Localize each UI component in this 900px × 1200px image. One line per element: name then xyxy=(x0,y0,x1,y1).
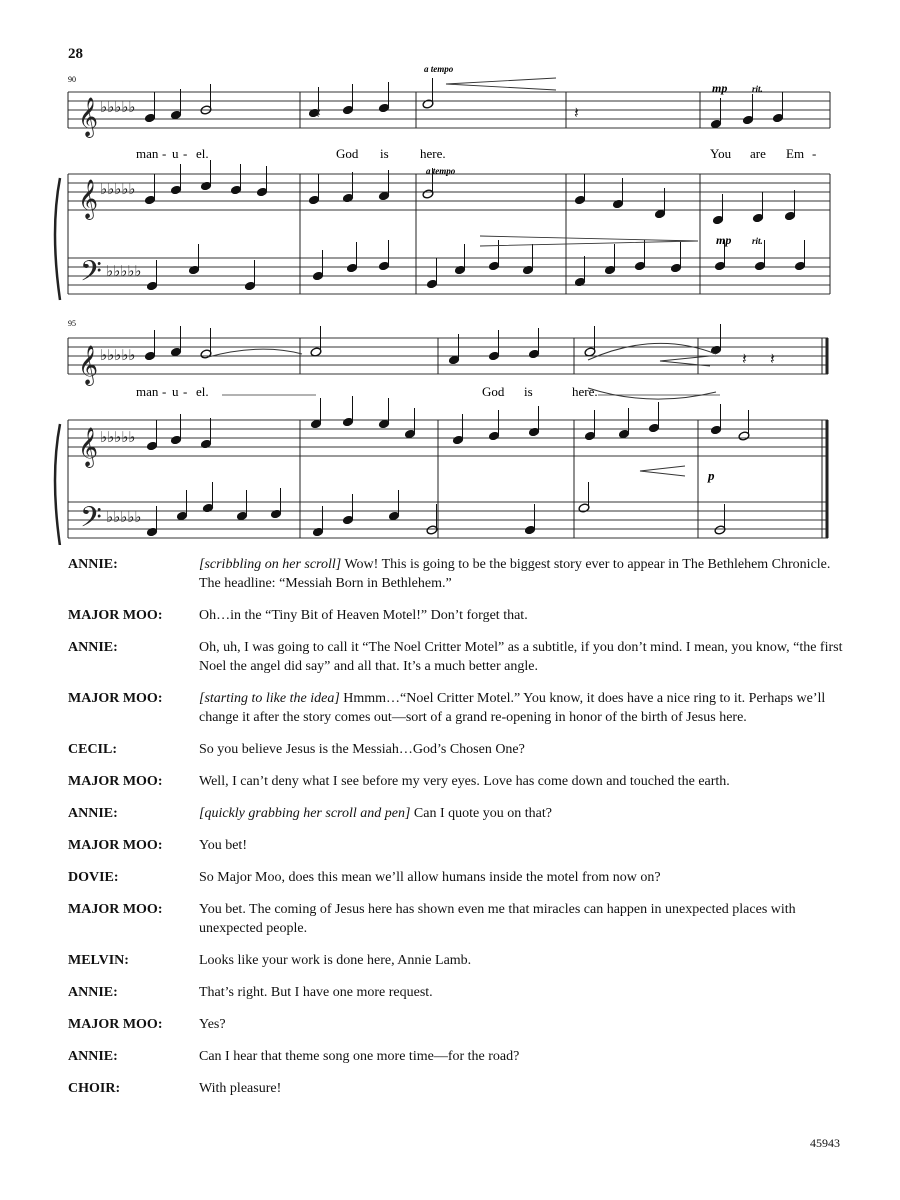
measure-number-90: 90 xyxy=(68,75,76,84)
tempo-mark-piano: a tempo xyxy=(426,166,456,176)
dialogue-line xyxy=(68,772,848,791)
lyric-syllable: el. xyxy=(196,384,209,399)
lyrics-system-1 xyxy=(136,146,816,161)
script-dialogue xyxy=(68,555,848,1111)
speaker-name: MAJOR MOO: xyxy=(68,838,163,853)
stage-direction: [quickly grabbing her scroll and pen] xyxy=(199,806,411,821)
spoken-line: With pleasure! xyxy=(199,1081,282,1096)
speaker-name: MAJOR MOO: xyxy=(68,902,163,917)
lyric-syllable: - xyxy=(162,146,167,161)
tempo-mark-vocal: a tempo xyxy=(424,64,454,74)
speech-text xyxy=(199,983,848,1002)
rest: 𝄽 xyxy=(574,105,579,122)
svg-text:♭♭♭♭♭: ♭♭♭♭♭ xyxy=(100,182,136,198)
dialogue-line xyxy=(68,689,848,727)
rest: 𝄽 xyxy=(770,351,775,368)
dialogue-line xyxy=(68,868,848,887)
lyric-syllable: - xyxy=(183,384,188,399)
dialogue-line xyxy=(68,638,848,676)
speaker-name: CECIL: xyxy=(68,742,118,757)
rest: 𝄽 xyxy=(316,105,321,122)
speech-text xyxy=(199,951,848,970)
spoken-line: You bet! xyxy=(199,838,247,853)
speech-text xyxy=(199,804,848,823)
spoken-line: You bet. The coming of Jesus here has shown even me that miracles can happen in unexpected places with unexpected people. xyxy=(199,902,796,936)
speaker-name: ANNIE: xyxy=(68,557,118,572)
note-heads xyxy=(144,78,806,537)
speech-text xyxy=(199,836,848,855)
dynamic-rit-vocal: rit. xyxy=(752,84,763,94)
speaker-name: MAJOR MOO: xyxy=(68,1017,163,1032)
dialogue-line xyxy=(68,983,848,1002)
speaker-name: MAJOR MOO: xyxy=(68,608,163,623)
lyric-syllable: is xyxy=(380,146,389,161)
speech-text xyxy=(199,1015,848,1034)
lyric-syllable: el. xyxy=(196,146,209,161)
dialogue-line xyxy=(68,804,848,823)
svg-text:𝄞: 𝄞 xyxy=(78,347,99,384)
svg-text:𝄞: 𝄞 xyxy=(78,429,99,466)
lyric-syllable: man xyxy=(136,146,159,161)
dialogue-line xyxy=(68,1079,848,1098)
dynamic-p-piano: p xyxy=(708,468,715,483)
piano-brace-2 xyxy=(55,424,60,545)
dynamic-rit-piano: rit. xyxy=(752,236,763,246)
speech-text xyxy=(199,740,848,759)
dialogue-line xyxy=(68,951,848,970)
stage-direction: [starting to like the idea] xyxy=(199,691,340,706)
svg-text:𝄞: 𝄞 xyxy=(78,181,99,218)
lyric-syllable: is xyxy=(524,384,533,399)
speech-text xyxy=(199,1047,848,1066)
spoken-line: Can I hear that theme song one more time—for the road? xyxy=(199,1049,520,1064)
speaker-name: CHOIR: xyxy=(68,1081,121,1096)
stage-direction: [scribbling on her scroll] xyxy=(199,557,342,572)
svg-text:♭♭♭♭♭: ♭♭♭♭♭ xyxy=(100,100,136,116)
svg-text:♭♭♭♭♭: ♭♭♭♭♭ xyxy=(100,348,136,364)
lyric-syllable: - xyxy=(183,146,188,161)
spoken-line: Well, I can’t deny what I see before my very eyes. Love has come down and touched the earth. xyxy=(199,774,730,789)
spoken-line: Wow! This is going to be the biggest story ever to appear in The Bethlehem Chronicle. The headline: “Messiah Born in Bethlehem.” xyxy=(199,557,831,591)
catalog-number: 45943 xyxy=(810,1136,840,1150)
key-signatures xyxy=(100,100,141,526)
svg-text:♭♭♭♭♭: ♭♭♭♭♭ xyxy=(100,430,136,446)
lyric-syllable: here. xyxy=(572,384,598,399)
lyric-syllable: God xyxy=(482,384,505,399)
hairpins xyxy=(446,78,710,476)
spoken-line: Yes? xyxy=(199,1017,226,1032)
lyric-syllable: Em xyxy=(786,146,805,161)
lyric-syllable: are xyxy=(750,146,766,161)
dialogue-line xyxy=(68,740,848,759)
speaker-name: MELVIN: xyxy=(68,953,129,968)
dialogue-line xyxy=(68,1047,848,1066)
speaker-name: MAJOR MOO: xyxy=(68,774,163,789)
svg-text:𝄢: 𝄢 xyxy=(80,503,102,540)
speech-text xyxy=(199,772,848,791)
spoken-line: Hmmm…“Noel Critter Motel.” You know, it does have a nice ring to it. Perhaps we’ll change it after the story comes out—sort of a grand re-opening in honor of the birth of Jesus here. xyxy=(199,691,826,725)
lyric-syllable: here. xyxy=(420,146,446,161)
dynamic-mp-piano: mp xyxy=(716,233,732,247)
clefs xyxy=(78,98,102,540)
lyrics-system-2 xyxy=(136,384,598,399)
measure-number-95: 95 xyxy=(68,319,76,328)
spoken-line: Can I quote you on that? xyxy=(413,806,552,821)
svg-text:♭♭♭♭♭: ♭♭♭♭♭ xyxy=(106,510,142,526)
piano-brace-1 xyxy=(55,178,60,300)
speech-text xyxy=(199,638,848,676)
lyric-syllable: - xyxy=(812,146,817,161)
speech-text xyxy=(199,606,848,625)
speaker-name: ANNIE: xyxy=(68,985,118,1000)
svg-text:𝄞: 𝄞 xyxy=(78,99,99,136)
rest: 𝄽 xyxy=(742,351,747,368)
spoken-line: So Major Moo, does this mean we’ll allow humans inside the motel from now on? xyxy=(199,870,661,885)
ties xyxy=(208,343,716,399)
speaker-name: ANNIE: xyxy=(68,1049,118,1064)
dialogue-line xyxy=(68,1015,848,1034)
lyric-syllable: God xyxy=(336,146,359,161)
page-number: 28 xyxy=(68,46,83,62)
lyric-syllable: u xyxy=(172,146,179,161)
speaker-name: ANNIE: xyxy=(68,806,118,821)
dynamic-mp-vocal: mp xyxy=(712,81,728,95)
dialogue-line xyxy=(68,555,848,593)
dialogue-line xyxy=(68,836,848,855)
lyric-syllable: You xyxy=(710,146,732,161)
speaker-name: DOVIE: xyxy=(68,870,119,885)
spoken-line: Looks like your work is done here, Annie Lamb. xyxy=(199,953,472,968)
speech-text xyxy=(199,689,848,727)
svg-text:𝄢: 𝄢 xyxy=(80,257,102,294)
speaker-name: MAJOR MOO: xyxy=(68,691,163,706)
speech-text xyxy=(199,1079,848,1098)
spoken-line: That’s right. But I have one more request. xyxy=(199,985,433,1000)
svg-text:♭♭♭♭♭: ♭♭♭♭♭ xyxy=(106,264,142,280)
spoken-line: So you believe Jesus is the Messiah…God’s Chosen One? xyxy=(199,742,525,757)
spoken-line: Oh…in the “Tiny Bit of Heaven Motel!” Don’t forget that. xyxy=(199,608,528,623)
music-score xyxy=(0,0,900,545)
speech-text xyxy=(199,868,848,887)
speech-text xyxy=(199,555,848,593)
lyric-syllable: - xyxy=(162,384,167,399)
dialogue-line xyxy=(68,900,848,938)
speaker-name: ANNIE: xyxy=(68,640,118,655)
spoken-line: Oh, uh, I was going to call it “The Noel Critter Motel” as a subtitle, if you don’t mind. I mean, you know, “the first Noel the angel did say” and all that. It’s a much better angle. xyxy=(199,640,843,674)
lyric-syllable: u xyxy=(172,384,179,399)
speech-text xyxy=(199,900,848,938)
lyric-syllable: man xyxy=(136,384,159,399)
dialogue-line xyxy=(68,606,848,625)
